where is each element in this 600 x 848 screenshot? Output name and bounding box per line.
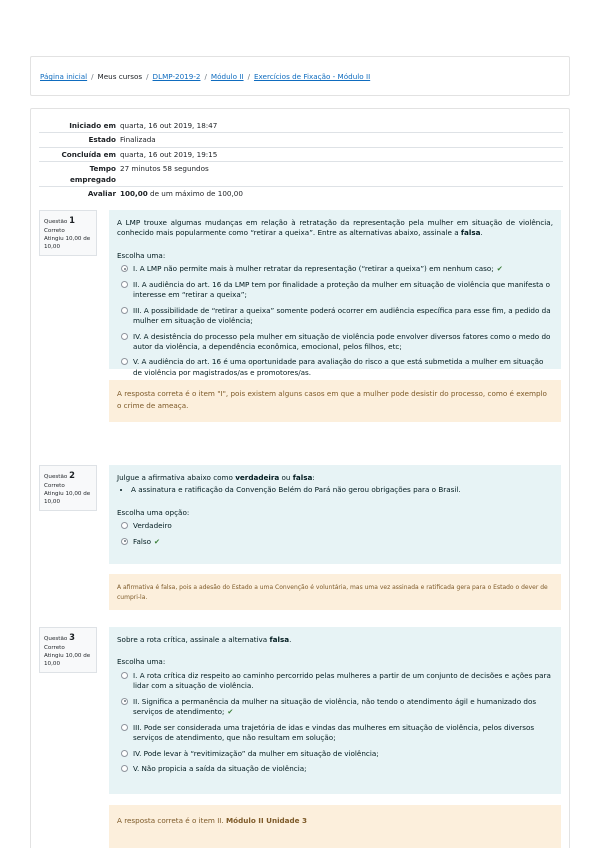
- summary-row-state: Estado Finalizada: [39, 132, 563, 146]
- question-status: Correto: [44, 482, 65, 489]
- question-mark: Atingiu 10,00 de 10,00: [44, 653, 91, 668]
- breadcrumb-course-link[interactable]: DLMP-2019-2: [152, 72, 201, 81]
- question-3-info: Questão 3 Correto Atingiu 10,00 de 10,00: [39, 627, 97, 673]
- radio-icon[interactable]: [121, 358, 128, 365]
- answer-option[interactable]: II. A audiência do art. 16 da LMP tem por finalidade a proteção da mulher em situação de violência que manifesta o interesse em “retirar a queixa”;: [117, 280, 553, 301]
- breadcrumb-separator: /: [91, 72, 94, 81]
- question-mark: Atingiu 10,00 de 10,00: [44, 491, 91, 506]
- question-status: Correto: [44, 644, 65, 651]
- answer-option[interactable]: I. A LMP não permite mais à mulher retratar da representação (“retirar a queixa”) em nenhum caso; ✔: [117, 264, 553, 274]
- radio-icon[interactable]: [121, 522, 128, 529]
- question-3-feedback: A resposta correta é o item II. Módulo II Unidade 3: [109, 805, 561, 848]
- correct-check-icon: ✔: [154, 536, 161, 546]
- question-text: Julgue a afirmativa abaixo como verdadeira ou falsa:: [117, 473, 315, 482]
- statement-item: • A assinatura e ratificação da Convenção Belém do Pará não gerou obrigações para o Brasil.: [131, 485, 553, 495]
- question-1-content: A LMP trouxe algumas mudanças em relação à retratação da representação pela mulher em situação de violência, conhecido mais popularmente como “retirar a queixa”. Entre as alternativas abaixo, assinale a falsa. Escolha uma: I. A LMP não permite mais à mulher retratar da representação (“retirar a queixa”) em nenhum caso; ✔ II. A audiência do art. 16 da LMP tem por finalidade a proteção da mulher em situação de violência que manifesta o interesse em “retirar a queixa”; III. A possibilidade de “retirar a queixa” somente poderá ocorrer em audiência específica para esse fim, a pedido da mulher em situação de violência; IV. A desistência do processo pela mulher em situação de violência pode envolver diversos fatores como o medo do autor da violência, a dependência econômica, emocional, pelos filhos, etc; V. A audiência do art. 16 é uma oportunidade para avaliação do risco a que está submetida a mulher em situação de violência por magistrados/as e promotores/as.: [109, 210, 561, 369]
- quiz-review-region: [30, 108, 570, 848]
- answer-option[interactable]: V. A audiência do art. 16 é uma oportunidade para avaliação do risco a que está submetida a mulher em situação de violência por magistrados/as e promotores/as.: [117, 357, 553, 378]
- correct-check-icon: ✔: [496, 264, 503, 274]
- answer-option[interactable]: III. Pode ser considerada uma trajetória de idas e vindas das mulheres em situação de violência, pelos diversos serviços de atendimento, que não resultam em solução;: [117, 723, 553, 744]
- breadcrumb-home-link[interactable]: Página inicial: [40, 72, 88, 81]
- radio-icon[interactable]: [121, 281, 128, 288]
- radio-icon[interactable]: [121, 750, 128, 757]
- answer-option[interactable]: IV. Pode levar à “revitimização” da mulher em situação de violência;: [117, 749, 553, 759]
- radio-selected-icon[interactable]: [121, 698, 128, 705]
- answer-option[interactable]: V. Não propicia a saída da situação de violência;: [117, 764, 553, 774]
- question-2-info: Questão 2 Correto Atingiu 10,00 de 10,00: [39, 465, 97, 511]
- radio-icon[interactable]: [121, 307, 128, 314]
- summary-row-started: Iniciado em quarta, 16 out 2019, 18:47: [69, 121, 218, 130]
- radio-icon[interactable]: [121, 724, 128, 731]
- answer-option-true[interactable]: Verdadeiro: [117, 521, 553, 531]
- radio-icon[interactable]: [121, 672, 128, 679]
- radio-icon[interactable]: [121, 765, 128, 772]
- breadcrumb-separator: /: [204, 72, 207, 81]
- question-1-feedback: A resposta correta é o item "I", pois existem alguns casos em que a mulher pode desistir do processo, como é exemplo o crime de ameaça.: [109, 380, 561, 422]
- answer-option[interactable]: II. Significa a permanência da mulher na situação de violência, não tendo o atendimento ágil e humanizado dos serviços de atendimento; ✔: [117, 697, 553, 718]
- answer-option-false[interactable]: Falso ✔: [117, 537, 553, 547]
- answer-option[interactable]: I. A rota crítica diz respeito ao caminho percorrido pelas mulheres a partir de um conjunto de decisões e ações para lidar com a situação de violência.: [117, 671, 553, 692]
- question-2-feedback: A afirmativa é falsa, pois a adesão do Estado a uma Convenção é voluntária, mas uma vez assinada e ratificada gera para o Estado o dever de cumpri-la.: [109, 574, 561, 610]
- breadcrumb-my-courses: Meus cursos: [97, 72, 143, 81]
- statement-list: [131, 485, 553, 495]
- question-text: Sobre a rota crítica, assinale a alternativa falsa.: [117, 635, 292, 644]
- question-3-content: Sobre a rota crítica, assinale a alternativa falsa. Escolha uma: I. A rota crítica diz respeito ao caminho percorrido pelas mulheres a partir de um conjunto de decisões e ações para lidar com a situação de violência. II. Significa a permanência da mulher na situação de violência, não tendo o atendimento ágil e humanizado dos serviços de atendimento; ✔ III. Pode ser considerada uma trajetória de idas e vindas das mulheres em situação de violência, pelos diversos serviços de atendimento, que não resultam em solução; IV. Pode levar à “revitimização” da mulher em situação de violência; V. Não propicia a saída da situação de violência;: [109, 627, 561, 794]
- breadcrumb-quiz-link[interactable]: Exercícios de Fixação - Módulo II: [253, 72, 371, 81]
- question-mark: Atingiu 10,00 de 10,00: [44, 236, 91, 251]
- summary-row-completed: Concluída em quarta, 16 out 2019, 19:15: [39, 147, 563, 161]
- breadcrumb-separator: /: [247, 72, 250, 81]
- question-status: Correto: [44, 227, 65, 234]
- radio-selected-icon[interactable]: [121, 265, 128, 272]
- breadcrumb-module-link[interactable]: Módulo II: [210, 72, 244, 81]
- question-1-info: Questão 1 Correto Atingiu 10,00 de 10,00: [39, 210, 97, 256]
- answer-option[interactable]: IV. A desistência do processo pela mulher em situação de violência pode envolver diversos fatores como o medo do autor da violência, a dependência econômica, emocional, pelos filhos, etc;: [117, 332, 553, 353]
- summary-row-time: Tempo empregado 27 minutos 58 segundos: [39, 161, 563, 186]
- correct-check-icon: ✔: [227, 707, 234, 717]
- breadcrumb-separator: /: [146, 72, 149, 81]
- question-2-content: Julgue a afirmativa abaixo como verdadeira ou falsa: • A assinatura e ratificação da Convenção Belém do Pará não gerou obrigações para o Brasil. Escolha uma opção: Verdadeiro Falso ✔: [109, 465, 561, 564]
- breadcrumb: [30, 56, 570, 96]
- summary-row-grade: Avaliar 100,00 de um máximo de 100,00: [39, 186, 563, 200]
- radio-icon[interactable]: [121, 333, 128, 340]
- attempt-summary-table: [39, 119, 563, 201]
- radio-selected-icon[interactable]: [121, 538, 128, 545]
- answer-option[interactable]: III. A possibilidade de “retirar a queixa” somente poderá ocorrer em audiência específica para esse fim, a pedido da mulher em situação de violência;: [117, 306, 553, 327]
- question-text: A LMP trouxe algumas mudanças em relação à retratação da representação pela mulher em situação de violência, conhecido mais popularmente como “retirar a queixa”. Entre as alternativas abaixo, assinale a falsa.: [117, 218, 553, 238]
